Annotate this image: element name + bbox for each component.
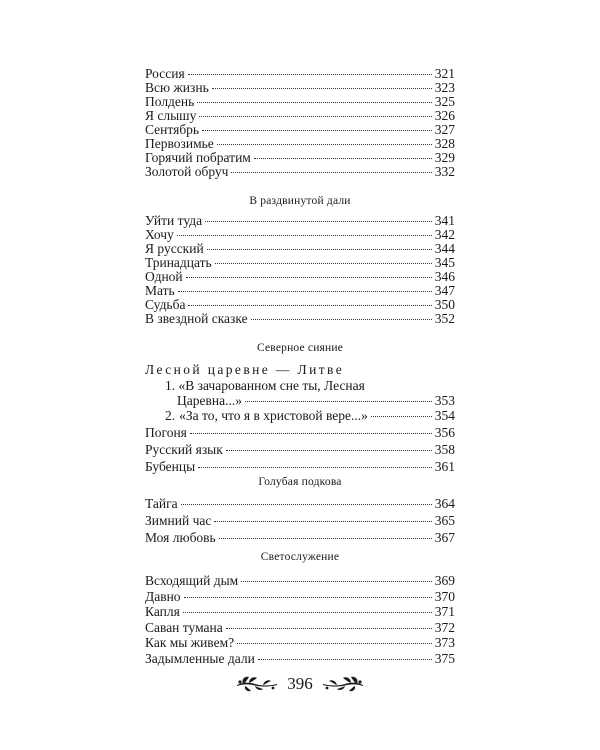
entry-title: Я слышу — [145, 108, 197, 123]
dot-leader — [188, 305, 431, 306]
toc-section-5 — [145, 573, 455, 666]
subentry-line — [177, 393, 455, 408]
entry-title: Судьба — [145, 297, 186, 312]
dot-leader — [214, 521, 431, 522]
toc-entry — [145, 67, 455, 81]
toc-entry — [145, 95, 455, 109]
entry-title: Хочу — [145, 227, 174, 242]
toc-entry — [145, 270, 455, 284]
toc-subentry — [145, 378, 455, 408]
entry-title: Россия — [145, 66, 185, 81]
subentry-title-line2: Царевна...» — [177, 393, 242, 408]
toc-entry — [145, 256, 455, 270]
dot-leader — [212, 88, 432, 89]
dot-leader — [237, 643, 432, 644]
dot-leader — [199, 116, 431, 117]
page-number: 396 — [287, 674, 313, 693]
section-heading: В раздвинутой дали — [249, 195, 351, 207]
toc-entry — [145, 123, 455, 137]
toc-entry — [145, 460, 455, 474]
dot-leader — [231, 172, 431, 173]
entry-page: 341 — [434, 213, 455, 228]
entry-page: 346 — [434, 269, 455, 284]
entry-page: 356 — [434, 425, 455, 440]
subentry-line — [165, 378, 455, 393]
entry-title: Я русский — [145, 241, 204, 256]
dot-leader — [219, 538, 432, 539]
toc-section-4 — [145, 495, 455, 546]
toc-entry — [145, 109, 455, 123]
dot-leader — [178, 291, 432, 292]
toc-entry — [145, 81, 455, 95]
dot-leader — [258, 659, 432, 660]
dot-leader — [371, 416, 432, 417]
entry-title: Капля — [145, 604, 180, 619]
dot-leader — [245, 401, 432, 402]
dot-leader — [207, 249, 432, 250]
toc-entry — [145, 512, 455, 529]
entry-page: 345 — [434, 255, 455, 270]
entry-page: 350 — [434, 297, 455, 312]
entry-title: Всходящий дым — [145, 573, 239, 588]
entry-title: Сентябрь — [145, 122, 200, 137]
toc-section-2 — [145, 214, 455, 326]
toc-entry — [145, 137, 455, 151]
toc-entry — [145, 242, 455, 256]
entry-title: Полдень — [145, 94, 195, 109]
entry-page: 365 — [434, 513, 455, 528]
entry-page: 354 — [434, 408, 455, 423]
dot-leader — [177, 235, 432, 236]
cycle-title: Лесной царевне — Литве — [145, 362, 345, 377]
toc-entry — [145, 573, 455, 589]
entry-page: 370 — [434, 588, 455, 604]
entry-title: Бубенцы — [145, 459, 196, 474]
entry-page: 321 — [434, 66, 455, 81]
entry-title: Горячий побратим — [145, 150, 251, 165]
entry-title: Давно — [145, 588, 181, 604]
subentry-title-line1: «В зачарованном сне ты, Лесная — [178, 378, 365, 393]
entry-title: Как мы живем? — [145, 635, 235, 650]
toc-entry — [145, 620, 455, 636]
toc-entry — [145, 214, 455, 228]
dot-leader — [183, 612, 432, 613]
dot-leader — [197, 102, 431, 103]
entry-page: 371 — [434, 604, 455, 619]
entry-page: 361 — [434, 459, 455, 474]
toc-entry — [145, 151, 455, 165]
entry-page: 375 — [434, 650, 455, 666]
page-footer — [0, 669, 600, 699]
entry-page: 369 — [434, 573, 455, 588]
toc-entry — [145, 529, 455, 546]
entry-title: Мать — [145, 283, 175, 298]
toc-entry — [145, 228, 455, 242]
subentry-number: 1. — [165, 378, 176, 393]
toc-entry — [145, 443, 455, 457]
entry-page: 329 — [434, 150, 455, 165]
toc-subentry — [145, 408, 455, 423]
entry-title: Первозимье — [145, 136, 214, 151]
entry-page: 332 — [434, 164, 455, 179]
entry-title: Русский язык — [145, 442, 223, 457]
dot-leader — [190, 433, 432, 434]
entry-title: Моя любовь — [145, 530, 216, 545]
entry-page: 327 — [434, 122, 455, 137]
toc-entry — [145, 589, 455, 605]
entry-page: 342 — [434, 227, 455, 242]
dot-leader — [251, 319, 432, 320]
entry-title: В звездной сказке — [145, 311, 248, 326]
toc-entry — [145, 651, 455, 667]
dot-leader — [215, 263, 432, 264]
entry-page: 367 — [434, 530, 455, 545]
entry-title: Саван тумана — [145, 619, 223, 635]
toc-group-1 — [145, 67, 455, 179]
entry-title: Одной — [145, 269, 183, 284]
entry-page: 364 — [434, 496, 455, 511]
entry-page: 347 — [434, 283, 455, 298]
entry-title: Погоня — [145, 425, 187, 440]
toc-entry — [145, 284, 455, 298]
toc-section-3 — [145, 362, 455, 474]
entry-title: Всю жизнь — [145, 80, 209, 95]
entry-page: 328 — [434, 136, 455, 151]
dot-leader — [186, 277, 432, 278]
entry-title: Тайга — [145, 496, 178, 511]
toc-entry — [145, 312, 455, 326]
left-leaf-ornament-icon — [235, 674, 279, 694]
entry-page: 325 — [434, 94, 455, 109]
dot-leader — [202, 130, 432, 131]
entry-title: Тринадцать — [145, 255, 212, 270]
entry-title: Зимний час — [145, 513, 212, 528]
subentry-title: «За то, что я в христовой вере...» — [179, 408, 368, 423]
entry-page: 358 — [434, 442, 455, 457]
dot-leader — [254, 158, 432, 159]
dot-leader — [226, 450, 432, 451]
subentry-number: 2. — [165, 408, 176, 423]
toc-entry — [145, 635, 455, 651]
section-heading: Голубая подкова — [258, 476, 342, 488]
dot-leader — [198, 467, 432, 468]
toc-entry — [145, 426, 455, 440]
entry-title: Уйти туда — [145, 213, 203, 228]
dot-leader — [181, 504, 432, 505]
section-heading: Светослужение — [260, 551, 340, 563]
right-leaf-ornament-icon — [321, 674, 365, 694]
toc-entry — [145, 495, 455, 512]
entry-page: 323 — [434, 80, 455, 95]
dot-leader — [217, 144, 432, 145]
entry-page: 373 — [434, 635, 455, 650]
entry-page: 326 — [434, 108, 455, 123]
dot-leader — [205, 221, 432, 222]
toc-entry — [145, 298, 455, 312]
section-heading: Северное сияние — [256, 342, 344, 354]
entry-page: 352 — [434, 311, 455, 326]
entry-page: 353 — [434, 393, 455, 408]
entry-title: Золотой обруч — [145, 164, 229, 179]
entry-page: 372 — [434, 619, 455, 635]
entry-page: 344 — [434, 241, 455, 256]
dot-leader — [226, 628, 432, 629]
toc-entry — [145, 604, 455, 620]
entry-title: Задымленные дали — [145, 650, 255, 666]
toc-entry — [145, 165, 455, 179]
dot-leader — [188, 74, 432, 75]
dot-leader — [184, 597, 432, 598]
dot-leader — [241, 581, 432, 582]
